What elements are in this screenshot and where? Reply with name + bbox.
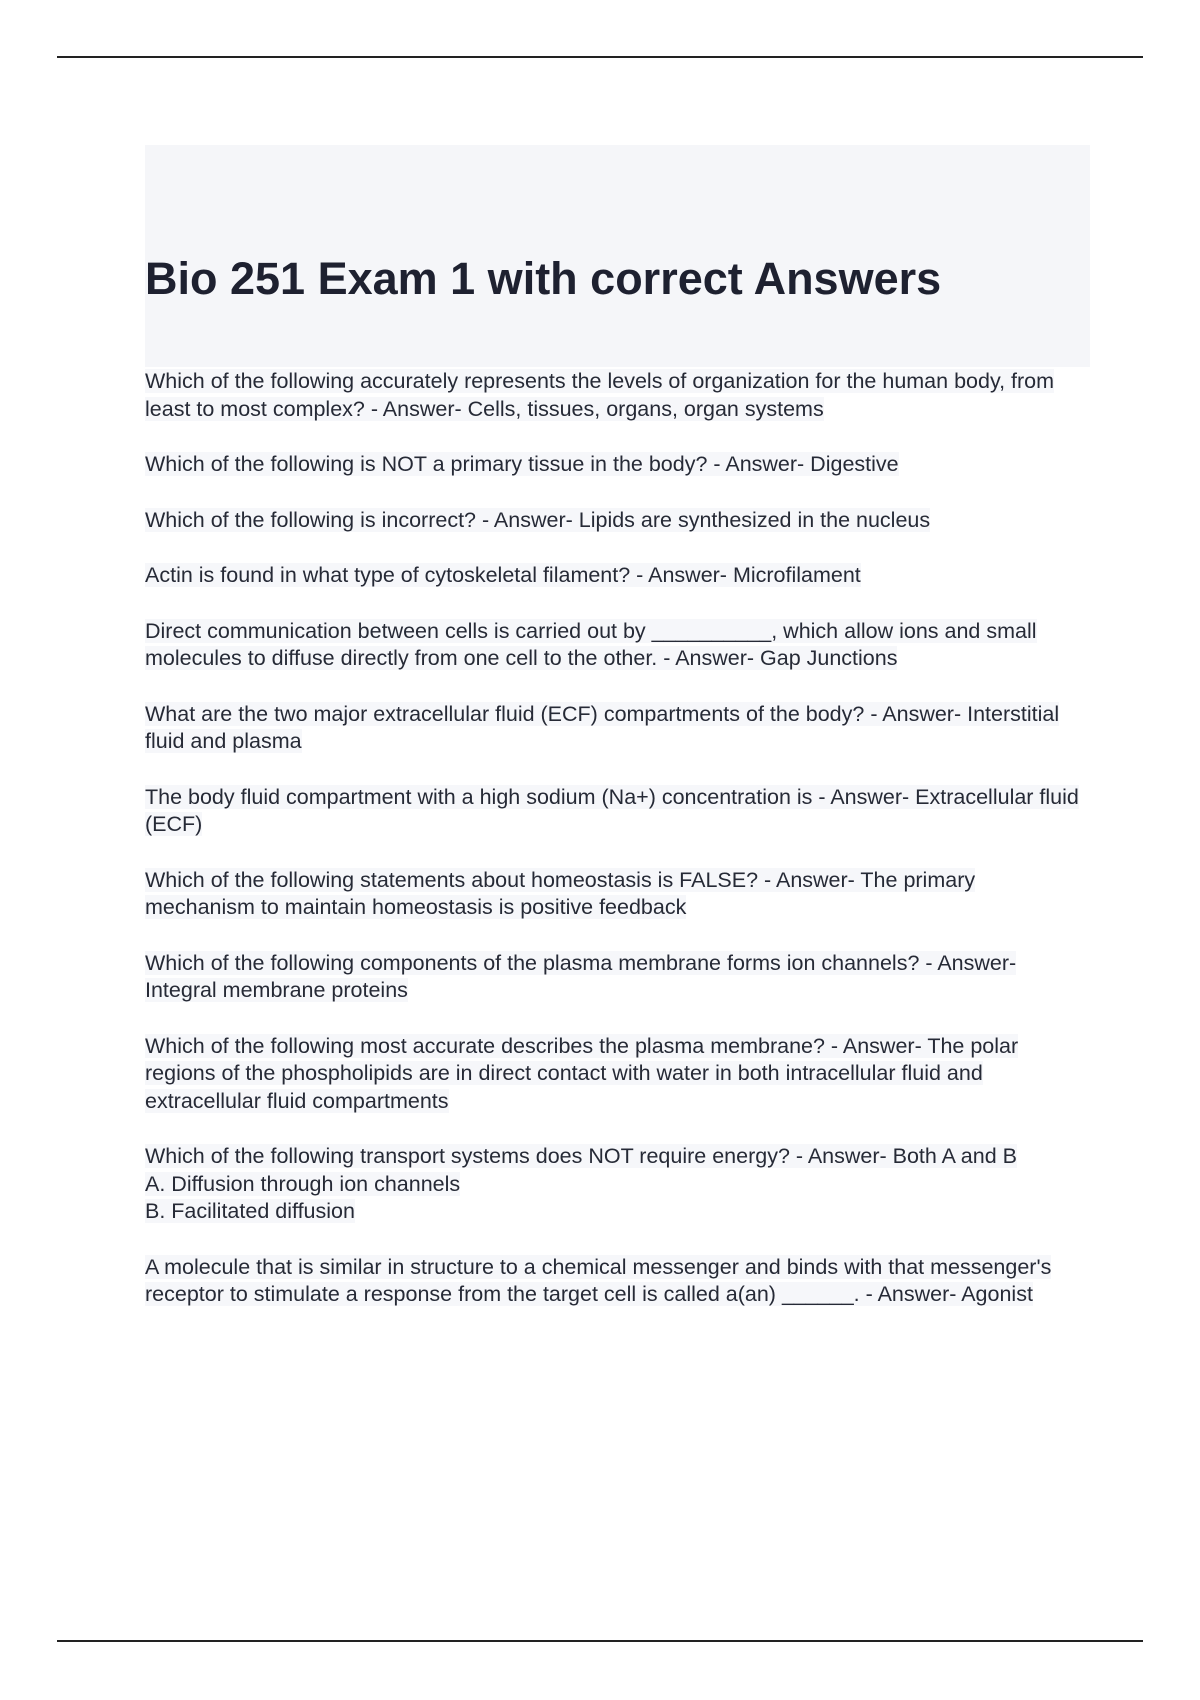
qa-text: A molecule that is similar in structure to a chemical messenger and binds with that messenger's receptor to stimulate a response from the target cell is called a(an) ______. - Answer- Agonist [145,1254,1052,1306]
page-bottom-rule [57,1640,1143,1642]
qa-option-a [145,1171,1090,1199]
qa-item [145,1033,1090,1116]
qa-option-b [145,1198,1090,1226]
page-top-rule [57,56,1143,58]
qa-text: Actin is found in what type of cytoskeletal filament? - Answer- Microfilament [145,563,861,587]
qa-item [145,507,1090,535]
qa-text: What are the two major extracellular fluid (ECF) compartments of the body? - Answer- Interstitial fluid and plasma [145,701,1060,753]
qa-item [145,1143,1090,1226]
qa-item [145,368,1090,423]
qa-option-b-text: B. Facilitated diffusion [145,1199,355,1223]
qa-item [145,784,1090,839]
qa-option-a-text: A. Diffusion through ion channels [145,1171,461,1196]
qa-text: Which of the following most accurate describes the plasma membrane? - Answer- The polar regions of the phospholipids are in direct contact with water in both intracellular fluid and extracellular fluid compartments [145,1033,1019,1113]
qa-item [145,950,1090,1005]
qa-text: Direct communication between cells is carried out by __________, which allow ions and small molecules to diffuse directly from one cell to the other. - Answer- Gap Junctions [145,618,1037,670]
question-answer-list [145,368,1090,1337]
qa-text: The body fluid compartment with a high sodium (Na+) concentration is - Answer- Extracellular fluid (ECF) [145,784,1079,836]
qa-text: Which of the following is incorrect? - Answer- Lipids are synthesized in the nucleus [145,507,931,532]
qa-item [145,867,1090,922]
qa-item [145,618,1090,673]
qa-text: Which of the following transport systems does NOT require energy? - Answer- Both A and B [145,1144,1017,1168]
qa-item [145,562,1090,590]
document-title: Bio 251 Exam 1 with correct Answers [145,253,942,304]
qa-item [145,1254,1090,1309]
qa-text: Which of the following accurately represents the levels of organization for the human body, from least to most complex? - Answer- Cells, tissues, organs, organ systems [145,369,1055,421]
qa-item [145,451,1090,479]
qa-text: Which of the following is NOT a primary tissue in the body? - Answer- Digestive [145,452,899,476]
qa-text: Which of the following components of the plasma membrane forms ion channels? - Answer- Integral membrane proteins [145,950,1017,1002]
qa-item [145,701,1090,756]
qa-text: Which of the following statements about homeostasis is FALSE? - Answer- The primary mechanism to maintain homeostasis is positive feedback [145,867,976,919]
